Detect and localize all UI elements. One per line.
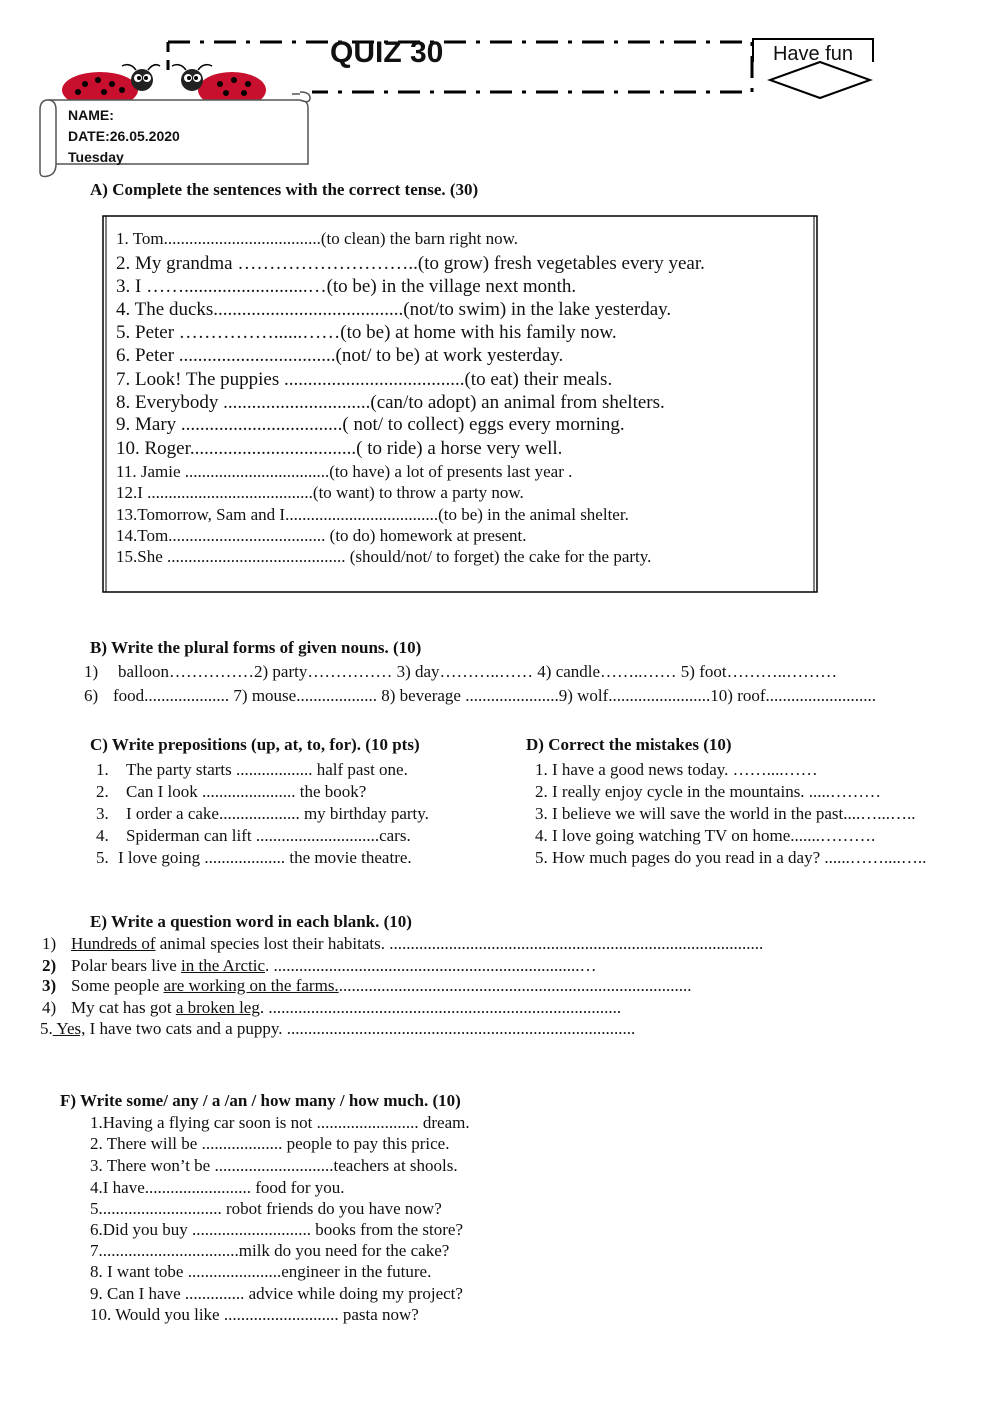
section-d-heading: D) Correct the mistakes (10) — [526, 735, 732, 754]
section-c-item: 1. The party starts .................. half past one. — [96, 760, 408, 779]
section-f-item: 1.Having a flying car soon is not ........................ dream. — [90, 1113, 470, 1132]
section-f-item: 6.Did you buy ............................ books from the store? — [90, 1220, 464, 1239]
section-a-item: 11. Jamie ..................................(to have) a lot of presents last year . — [116, 462, 573, 481]
section-d-item: 2. I really enjoy cycle in the mountains. .....……… — [535, 782, 882, 801]
section-b-row-1: balloon……………2) party…………… 3) day………..…… 4) candle……..…… 5) foot………..……… — [118, 662, 838, 681]
section-e-heading: E) Write a question word in each blank. (10) — [90, 912, 412, 931]
date-label: DATE:26.05.2020 — [68, 128, 180, 144]
section-a-item: 7. Look! The puppies ......................................(to eat) their meals. — [116, 369, 613, 390]
day-label: Tuesday — [68, 149, 124, 165]
section-c-heading: C) Write prepositions (up, at, to, for). (10 pts) — [90, 735, 420, 754]
section-f-heading: F) Write some/ any / a /an / how many / how much. (10) — [60, 1091, 461, 1110]
section-f-item: 5............................. robot friends do you have now? — [90, 1199, 442, 1218]
section-b-row-1-number: 1) — [84, 662, 99, 681]
section-a-item: 4. The ducks........................................(not/to swim) in the lake yesterday. — [116, 299, 672, 320]
section-d-item: 1. I have a good news today. ……....…… — [535, 760, 818, 779]
quiz-title: QUIZ 30 — [330, 36, 444, 69]
section-d-item: 3. I believe we will save the world in the past....…...….. — [535, 804, 916, 823]
section-a-item: 1. Tom.....................................(to clean) the barn right now. — [116, 229, 519, 248]
section-f-item: 3. There won’t be ............................teachers at shools. — [90, 1156, 458, 1175]
section-c-item: 2. Can I look ...................... the book? — [96, 782, 367, 801]
section-a-item: 15.She .......................................... (should/not/ to forget) the cake for the party. — [116, 547, 652, 566]
section-a-item: 6. Peter .................................(not/ to be) at work yesterday. — [116, 345, 564, 366]
have-fun-badge: Have fun — [752, 38, 874, 62]
section-e-item: 3) Some people are working on the farms.................................................................................... — [42, 976, 692, 995]
section-f-item: 4.I have......................... food for you. — [90, 1178, 345, 1197]
name-label: NAME: — [68, 107, 114, 123]
section-b-row-2-number: 6) — [84, 686, 99, 705]
section-f-item: 10. Would you like ........................... pasta now? — [90, 1305, 419, 1324]
section-a-item: 3. I ……..........................…(to be) in the village next month. — [116, 276, 577, 297]
section-e-item: 1) Hundreds of animal species lost their habitats. ........................................................................................ — [42, 934, 764, 953]
section-a-item: 14.Tom..................................... (to do) homework at present. — [116, 526, 527, 545]
section-a-item: 8. Everybody ...............................(can/to adopt) an animal from shelters. — [116, 392, 665, 413]
header-decoration — [0, 0, 1000, 180]
section-a-item: 2. My grandma ………………………..(to grow) fresh vegetables every year. — [116, 253, 705, 274]
section-a-item: 13.Tomorrow, Sam and I....................................(to be) in the animal shelter. — [116, 505, 629, 524]
diamond-shape — [770, 62, 870, 98]
section-e-item: 4) My cat has got a broken leg. ................................................................................... — [42, 998, 622, 1017]
section-a-item: 12.I .......................................(to want) to throw a party now. — [116, 483, 524, 502]
section-b-heading: B) Write the plural forms of given nouns. (10) — [90, 638, 422, 657]
section-e-item: 2) Polar bears live in the Arctic. ........................................................................… — [42, 956, 597, 975]
section-d-item: 4. I love going watching TV on home.......………. — [535, 826, 876, 845]
section-c-item: 5. I love going ................... the movie theatre. — [96, 848, 412, 867]
section-e-item: 5. Yes, I have two cats and a puppy. .................................................................................. — [40, 1019, 636, 1038]
section-b-row-2: food.................... 7) mouse................... 8) beverage ......................9) wolf........................10) roof.......................... — [113, 686, 877, 705]
section-f-item: 2. There will be ................... people to pay this price. — [90, 1134, 450, 1153]
section-d-item: 5. How much pages do you read in a day? ......……....….. — [535, 848, 927, 867]
section-a-item: 9. Mary ..................................( not/ to collect) eggs every morning. — [116, 414, 625, 435]
section-a-item: 10. Roger...................................( to ride) a horse very well. — [116, 438, 563, 459]
section-a-item: 5. Peter ……………......……(to be) at home with his family now. — [116, 322, 617, 343]
section-c-item: 4. Spiderman can lift .............................cars. — [96, 826, 411, 845]
section-f-item: 7.................................milk do you need for the cake? — [90, 1241, 450, 1260]
section-f-item: 8. I want tobe ......................engineer in the future. — [90, 1262, 432, 1281]
section-c-item: 3. I order a cake................... my birthday party. — [96, 804, 429, 823]
section-a-heading: A) Complete the sentences with the correct tense. (30) — [90, 180, 479, 199]
section-f-item: 9. Can I have .............. advice while doing my project? — [90, 1284, 463, 1303]
